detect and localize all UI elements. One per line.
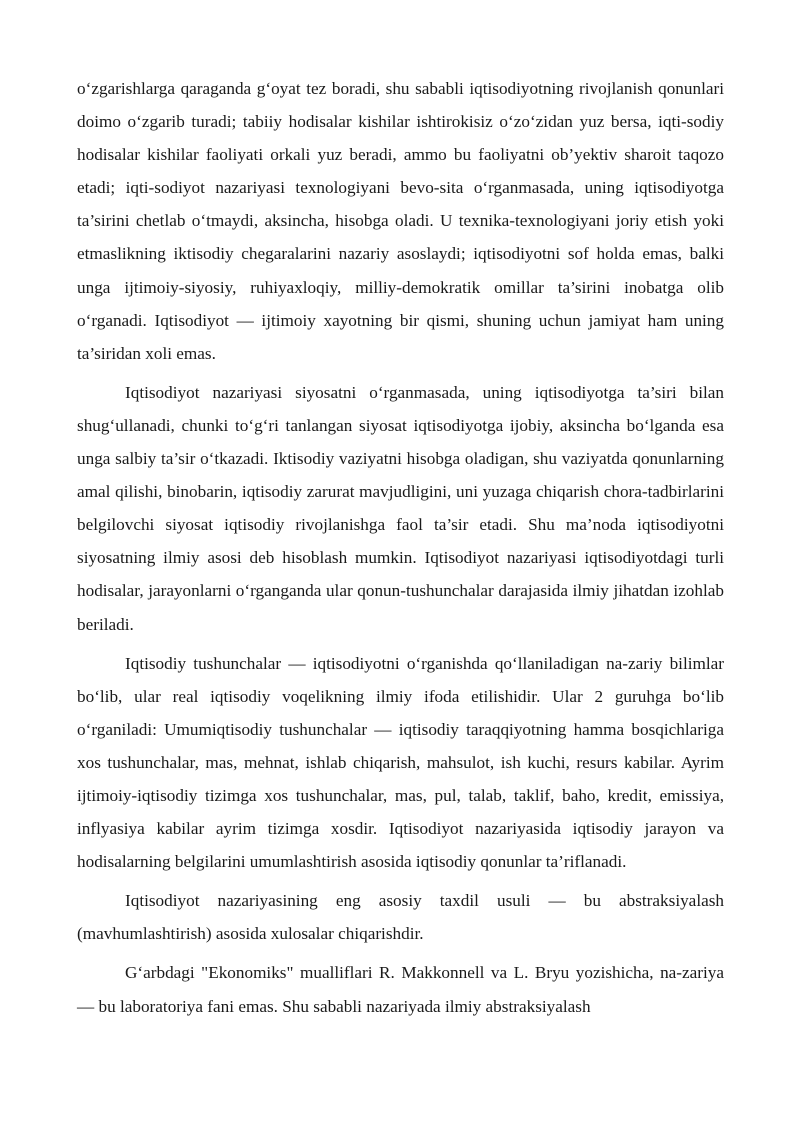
paragraph-4: Iqtisodiyot nazariyasining eng asosiy taxdil usuli — bu abstraksiyalash (mavhumlashtirish) asosida xulosalar chiqarishdir.: [77, 891, 724, 944]
paragraph-2: Iqtisodiyot nazariyasi siyosatni o‘rganmasada, uning iqtisodiyotga ta’siri bilan shug‘ullanadi, chunki to‘g‘ri tanlangan siyosat iqtisodiyotga ijobiy, aksincha bo‘lganda esa unga salbiy ta’sir o‘tkazadi. Iktisodiy vaziyatni hisobga oladigan, shu vaziyatda qonunlarning amal qilishi, binobarin, iqtisodiy zarurat mavjudligini, uni yuzaga chiqarish chora-tadbirlarini belgilovchi siyosat iqtisodiy rivojlanishga faol ta’sir etadi. Shu ma’noda iqtisodiyotni siyosatning ilmiy asosi deb hisoblash mumkin. Iqtisodiyot nazariyasi iqtisodiyotdagi turli hodisalar, jarayonlarni o‘rganganda ular qonun-tushunchalar darajasida ilmiy jihatdan izohlab beriladi.: [77, 382, 724, 634]
paragraph-3: Iqtisodiy tushunchalar — iqtisodiyotni o‘rganishda qo‘llaniladigan na-zariy bilimlar bo‘lib, ular real iqtisodiy voqelikning ilmiy ifoda etilishidir. Ular 2 guruhga bo‘lib o‘rganiladi: Umumiqtisodiy tushunchalar — iqtisodiy taraqqiyotning hamma bosqichlariga xos tushunchalar, mas, mehnat, ishlab chiqarish, mahsulot, ish kuchi, resurs kabilar. Ayrim ijtimoiy-iqtisodiy tizimga xos tushunchalar, mas, pul, talab, taklif, baho, kredit, emissiya, inflyasiya kabilar ayrim tizimga xosdir. Iqtisodiyot nazariyasida iqtisodiy jarayon va hodisalarning belgilarini umumlashtirish asosida iqtisodiy qonunlar ta’riflanadi.: [77, 653, 724, 872]
paragraph-1: o‘zgarishlarga qaraganda g‘oyat tez boradi, shu sababli iqtisodiyotning rivojlanish qonunlari doimo o‘zgarib turadi; tabiiy hodisalar kishilar ishtirokisiz o‘zo‘zidan yuz bersa, iqti-sodiy hodisalar kishilar faoliyati orkali yuz beradi, ammo bu faoliyatni ob’yektiv sharoit taqozo etadi; iqti-sodiyot nazariyasi texnologiyani bevo-sita o‘rganmasada, uning iqtisodiyotga ta’sirini chetlab o‘tmaydi, aksincha, hisobga oladi. U texnika-texnologiyani joriy etish yoki etmaslikning iktisodiy chegaralarini nazariy asoslaydi; iqtisodiyotni sof holda emas, balki unga ijtimoiy-siyosiy, ruhiyaxloqiy, milliy-demokratik omillar ta’sirini inobatga olib o‘rganadi. Iqtisodiyot — ijtimoiy xayotning bir qismi, shuning uchun jamiyat ham uning ta’siridan xoli emas.: [77, 79, 724, 363]
document-page: [77, 72, 724, 1029]
paragraph-5: G‘arbdagi "Ekonomiks" mualliflari R. Makkonnell va L. Bryu yozishicha, na-zariya — bu laboratoriya fani emas. Shu sababli nazariyada ilmiy abstraksiyalash: [77, 963, 724, 1016]
